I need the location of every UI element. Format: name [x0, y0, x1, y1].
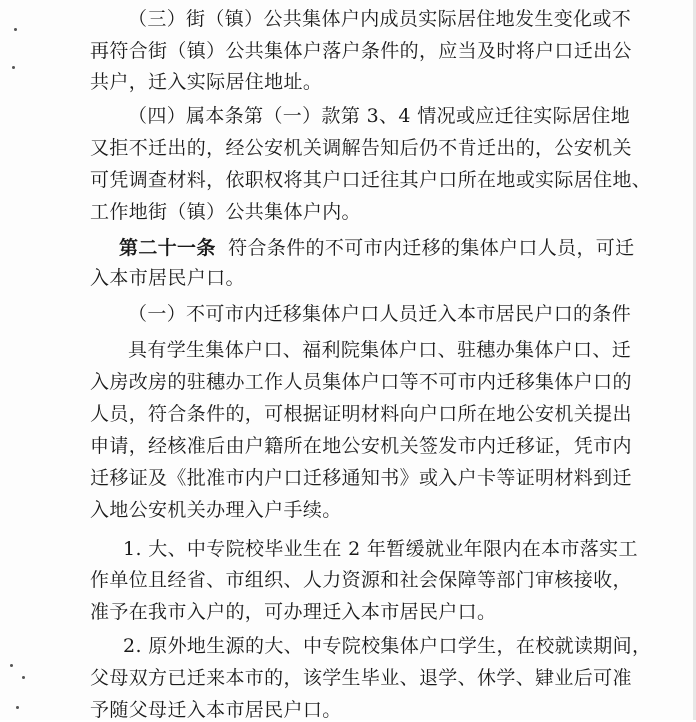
text-line: 父母双方已迁来本市的，该学生毕业、退学、休学、肄业后可准: [90, 667, 632, 689]
article-heading: 第二十一条: [119, 237, 216, 259]
scan-speck: [12, 66, 15, 69]
text-line: 1. 大、中专院校毕业生在 2 年暂缓就业年限内在本市落实工: [123, 538, 638, 560]
text-line: 迁移证及《批准市内户口迁移通知书》或入户卡等证明材料到迁: [90, 467, 632, 489]
text-line: （四）属本条第（一）款第 3、4 情况或应迁往实际居住地: [128, 105, 631, 127]
text-line: 入地公安机关办理入户手续。: [90, 499, 342, 521]
text-line: 作单位且经省、市组织、人力资源和社会保障等部门审核接收，: [90, 569, 632, 591]
text-line: 准予在我市入户的，可办理迁入本市居民户口。: [90, 601, 497, 623]
text-line: 工作地街（镇）公共集体户内。: [90, 201, 361, 223]
scan-speck: [22, 676, 25, 679]
text-line: 具有学生集体户口、福利院集体户口、驻穗办集体户口、迁: [128, 339, 632, 361]
text-line: 共户，迁入实际居住地址。: [90, 71, 323, 93]
article-text: 符合条件的不可市内迁移的集体户口人员，可迁: [228, 237, 635, 259]
text-line: （三）街（镇）公共集体户内成员实际居住地发生变化或不: [128, 8, 632, 30]
text-line: 予随父母迁入本市居民户口。: [90, 699, 342, 721]
text-line: 申请，经核准后由户籍所在地公安机关签发市内迁移证，凭市内: [90, 435, 632, 457]
scan-speck: [10, 664, 13, 667]
scan-speck: [16, 706, 19, 709]
text-line: 入本市居民户口。: [90, 267, 245, 289]
text-line: 再符合街（镇）公共集体户落户条件的，应当及时将户口迁出公: [90, 40, 632, 62]
article-line: [119, 236, 635, 260]
text-line: 人员，符合条件的，可根据证明材料向户口所在地公安机关提出: [90, 403, 632, 425]
text-line: 可凭调查材料，依职权将其户口迁往其户口所在地或实际居住地、: [90, 169, 652, 191]
text-line: （一）不可市内迁移集体户口人员迁入本市居民户口的条件: [128, 303, 632, 325]
text-line: 入房改房的驻穗办工作人员集体户口等不可市内迁移集体户口的: [90, 371, 632, 393]
scan-speck: [14, 28, 17, 31]
text-line: 2. 原外地生源的大、中专院校集体户口学生，在校就读期间，: [123, 635, 652, 657]
text-line: 又拒不迁出的，经公安机关调解告知后仍不肯迁出的，公安机关: [90, 137, 632, 159]
